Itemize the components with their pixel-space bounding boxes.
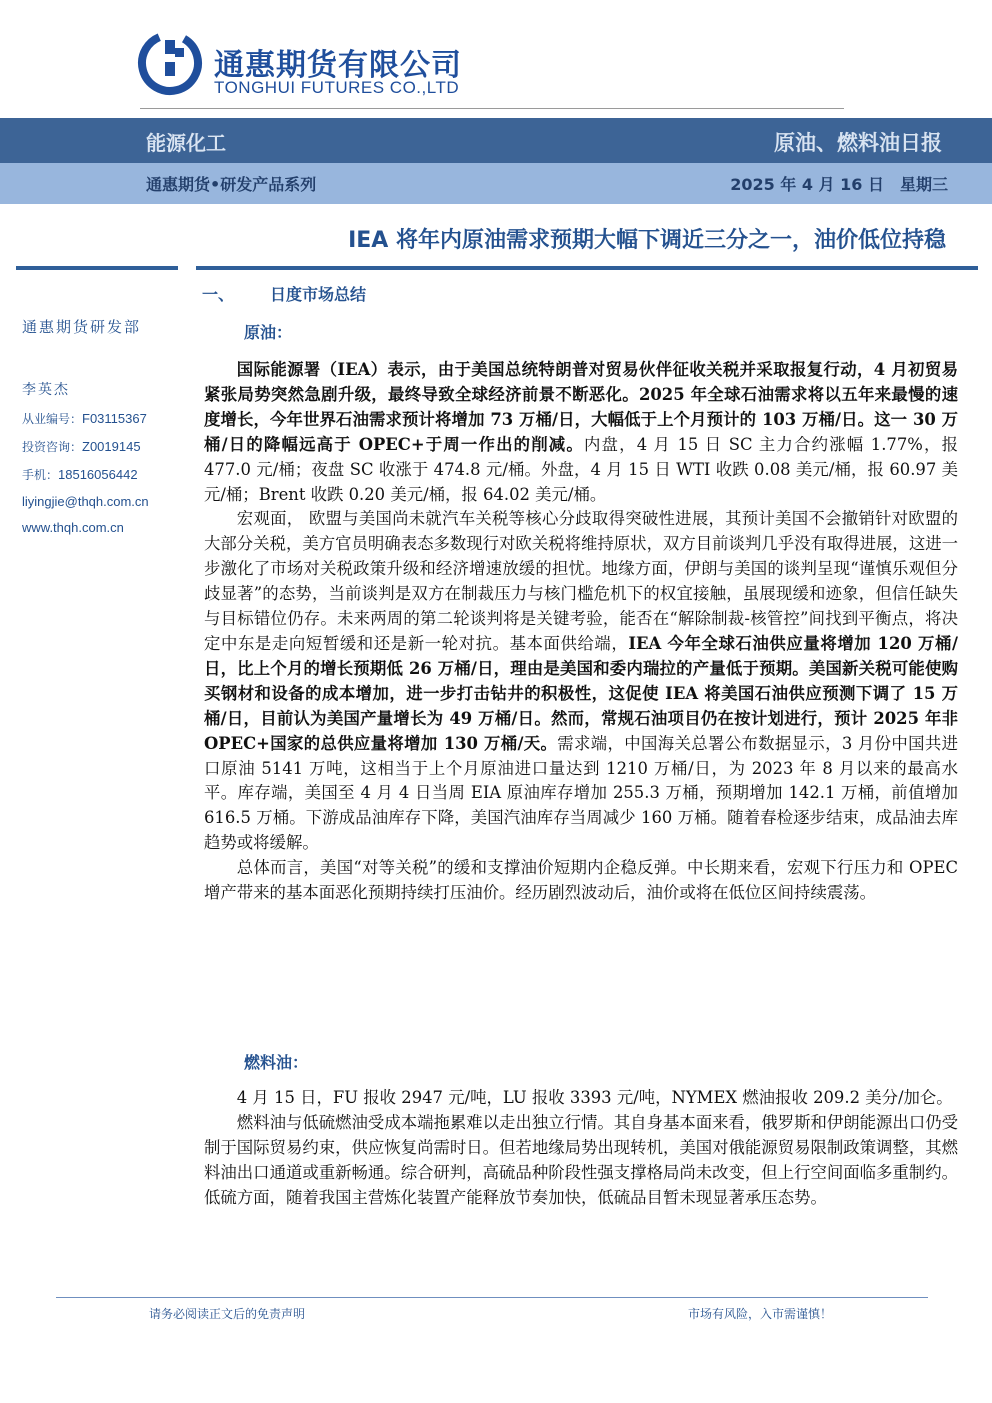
company-name-en: TONGHUI FUTURES CO.,LTD xyxy=(214,78,460,97)
report-date: 2025 年 4 月 16 日 星期三 xyxy=(730,175,948,194)
company-logo-icon xyxy=(137,30,203,96)
risk-warning: 市场有风险，入市需谨慎！ xyxy=(687,1307,832,1321)
fuel-oil-heading: 燃料油： xyxy=(244,1053,309,1072)
footer-divider xyxy=(56,1297,928,1298)
analyst-name: 李英杰 xyxy=(22,382,70,398)
fuel-oil-body xyxy=(204,1086,958,1211)
series-label: 通惠期货•研发产品系列 xyxy=(146,175,317,194)
crude-paragraph-1: 国际能源署（IEA）表示，由于美国总统特朗普对贸易伙伴征收关税并采取报复行动，4 月初贸易紧张局势突然急剧升级，最终导致全球经济前景不断恶化。2025 年全球石油需求将以五年来最慢的速度增长，今年世界石油需求预计将增加 73 万桶/日，大幅低于上个月预计的 103 万桶/日。这一 30 万桶/日的降幅远高于 OPEC+于周一作出的削减。内盘，4 月 15 日 SC 主力合约涨幅 1.77%，报 477.0 元/桶；夜盘 SC 收涨于 474.8 元/桶。外盘，4 月 15 日 WTI 收跌 0.08 美元/桶，报 60.97 美元/桶；Brent 收跌 0.20 美元/桶，报 64.02 美元/桶。 xyxy=(204,360,958,504)
department-name: 通惠期货研发部 xyxy=(22,318,142,336)
crude-heading: 原油： xyxy=(244,323,293,342)
title-divider xyxy=(16,266,978,270)
crude-paragraph-3: 总体而言，美国“对等关税”的缓和支撑油价短期内企稳反弹。中长期来看，宏观下行压力和 OPEC 增产带来的基本面恶化预期持续打压油价。经历剧烈波动后，油价或将在低位区间持续震荡。 xyxy=(204,858,958,903)
crude-body xyxy=(204,358,958,906)
cert-number: 从业编号：F03115367 xyxy=(22,411,147,426)
phone-number: 手机：18516056442 xyxy=(22,467,138,482)
header-divider xyxy=(140,108,844,109)
analyst-sidebar xyxy=(22,316,197,535)
report-name: 原油、燃料油日报 xyxy=(774,131,942,155)
website-link[interactable]: www.thqh.com.cn xyxy=(22,520,124,535)
disclaimer-link[interactable]: 请务必阅读正文后的免责声明 xyxy=(149,1307,306,1321)
crude-paragraph-2: 宏观面， 欧盟与美国尚未就汽车关税等核心分歧取得突破性进展，其预计美国不会撤销针对欧盟的大部分关税，美方官员明确表态多数现行对欧关税将维持原状，双方目前谈判几乎没有取得进展，这进一步激化了市场对关税政策升级和经济增速放缓的担忧。地缘方面，伊朗与美国的谈判呈现“谨慎乐观但分歧显著”的态势，当前谈判是双方在制裁压力与核门槛危机下的权宜接触，虽展现缓和迹象，但信任缺失与目标错位仍存。未来两周的第二轮谈判将是关键考验，能否在“解除制裁-核管控”间找到平衡点，将决定中东是走向短暂缓和还是新一轮对抗。基本面供给端，IEA 今年全球石油供应量将增加 120 万桶/日，比上个月的增长预期低 26 万桶/日，理由是美国和委内瑞拉的产量低于预期。美国新关税可能使购买钢材和设备的成本增加，进一步打击钻井的积极性，这促使 IEA 将美国石油供应预测下调了 15 万桶/日，目前认为美国产量增长为 49 万桶/日。然而，常规石油项目仍在按计划进行，预计 2025 年非 OPEC+国家的总供应量将增加 130 万桶/天。需求端，中国海关总署公布数据显示，3 月份中国共进口原油 5141 万吨，这相当于上个月原油进口量达到 1210 万桶/日，为 2023 年 8 月以来的最高水平。库存端，美国至 4 月 4 日当周 EIA 原油库存增加 255.3 万桶，预期增加 142.1 万桶，前值增加 616.5 万桶。下游成品油库存下降，美国汽油库存当周减少 160 万桶。随着春检逐步结束，成品油去库趋势或将缓解。 xyxy=(204,509,958,853)
page-title: IEA 将年内原油需求预期大幅下调近三分之一，油价低位持稳 xyxy=(348,228,946,253)
section-heading: 一、 日度市场总结 xyxy=(202,285,367,304)
company-name-cn: 通惠期货有限公司 xyxy=(214,48,462,83)
fuel-oil-paragraph-2: 燃料油与低硫燃油受成本端拖累难以走出独立行情。其自身基本面来看，俄罗斯和伊朗能源出口仍受制于国际贸易约束，供应恢复尚需时日。但若地缘局势出现转机，美国对俄能源贸易限制政策调整，其燃料油出口通道或重新畅通。综合研判，高硫品种阶段性强支撑格局尚未改变，但上行空间面临多重制约。低硫方面，随着我国主营炼化装置产能释放节奏加快，低硫品目暂未现显著承压态势。 xyxy=(204,1112,958,1207)
email-link[interactable]: liyingjie@thqh.com.cn xyxy=(22,494,149,509)
consult-number: 投资咨询：Z0019145 xyxy=(22,439,141,454)
fuel-oil-paragraph-1: 4 月 15 日，FU 报收 2947 元/吨，LU 报收 3393 元/吨，NYMEX 燃油报收 209.2 美分/加仑。 xyxy=(236,1088,953,1107)
sector-label: 能源化工 xyxy=(146,131,226,155)
